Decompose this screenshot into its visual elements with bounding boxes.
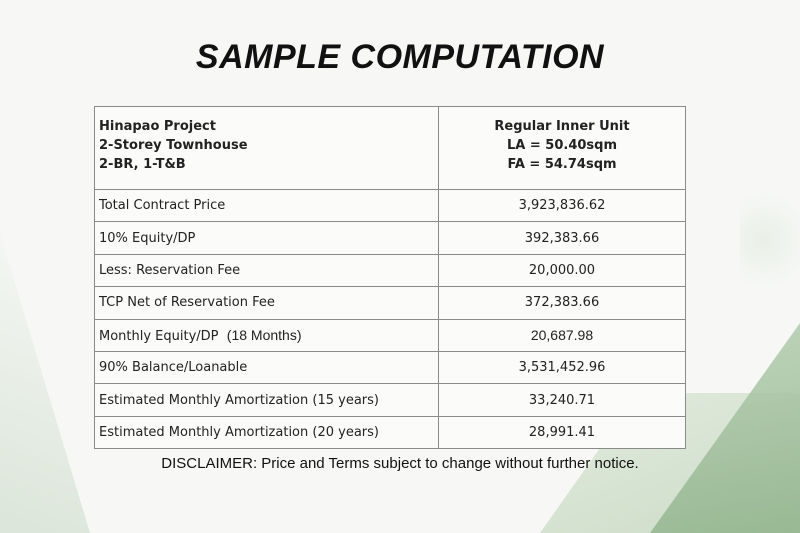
table-row [95,287,686,319]
row-value: 392,383.66 [439,222,686,254]
background-glow [740,180,800,300]
row-label: Less: Reservation Fee [95,254,439,286]
table-row [95,416,686,448]
table-row [95,254,686,286]
unit-type: 2-Storey Townhouse [99,138,248,153]
computation-table [94,106,686,449]
disclaimer-text: DISCLAIMER: Price and Terms subject to change without further notice. [161,455,639,472]
project-info-cell [95,107,439,190]
floor-area: FA = 54.74sqm [507,157,617,172]
table-header-row [95,107,686,190]
row-value: 20,687.98 [439,319,686,351]
unit-rooms: 2-BR, 1-T&B [99,157,186,172]
row-value: 20,000.00 [439,254,686,286]
row-value: 33,240.71 [439,384,686,416]
table-row [95,319,686,351]
row-label: Monthly Equity/DP [99,328,219,344]
row-value: 3,531,452.96 [439,351,686,383]
project-name: Hinapao Project [99,119,216,134]
row-note: (18 Months) [226,326,302,343]
table-row [95,351,686,383]
table-row [95,222,686,254]
row-label-cell [95,319,439,351]
row-label: 10% Equity/DP [95,222,439,254]
row-value: 28,991.41 [439,416,686,448]
row-value: 372,383.66 [439,287,686,319]
unit-category: Regular Inner Unit [494,119,630,134]
unit-info-cell [439,107,686,190]
row-label: Estimated Monthly Amortization (15 years) [95,384,439,416]
row-label: Total Contract Price [95,190,439,222]
page-title: SAMPLE COMPUTATION [195,38,605,76]
row-label: TCP Net of Reservation Fee [95,287,439,319]
table-row [95,384,686,416]
row-label: 90% Balance/Loanable [95,351,439,383]
row-label: Estimated Monthly Amortization (20 years) [95,416,439,448]
lot-area: LA = 50.40sqm [507,138,617,153]
table-row [95,190,686,222]
row-value: 3,923,836.62 [439,190,686,222]
background-shape-left [0,233,90,533]
